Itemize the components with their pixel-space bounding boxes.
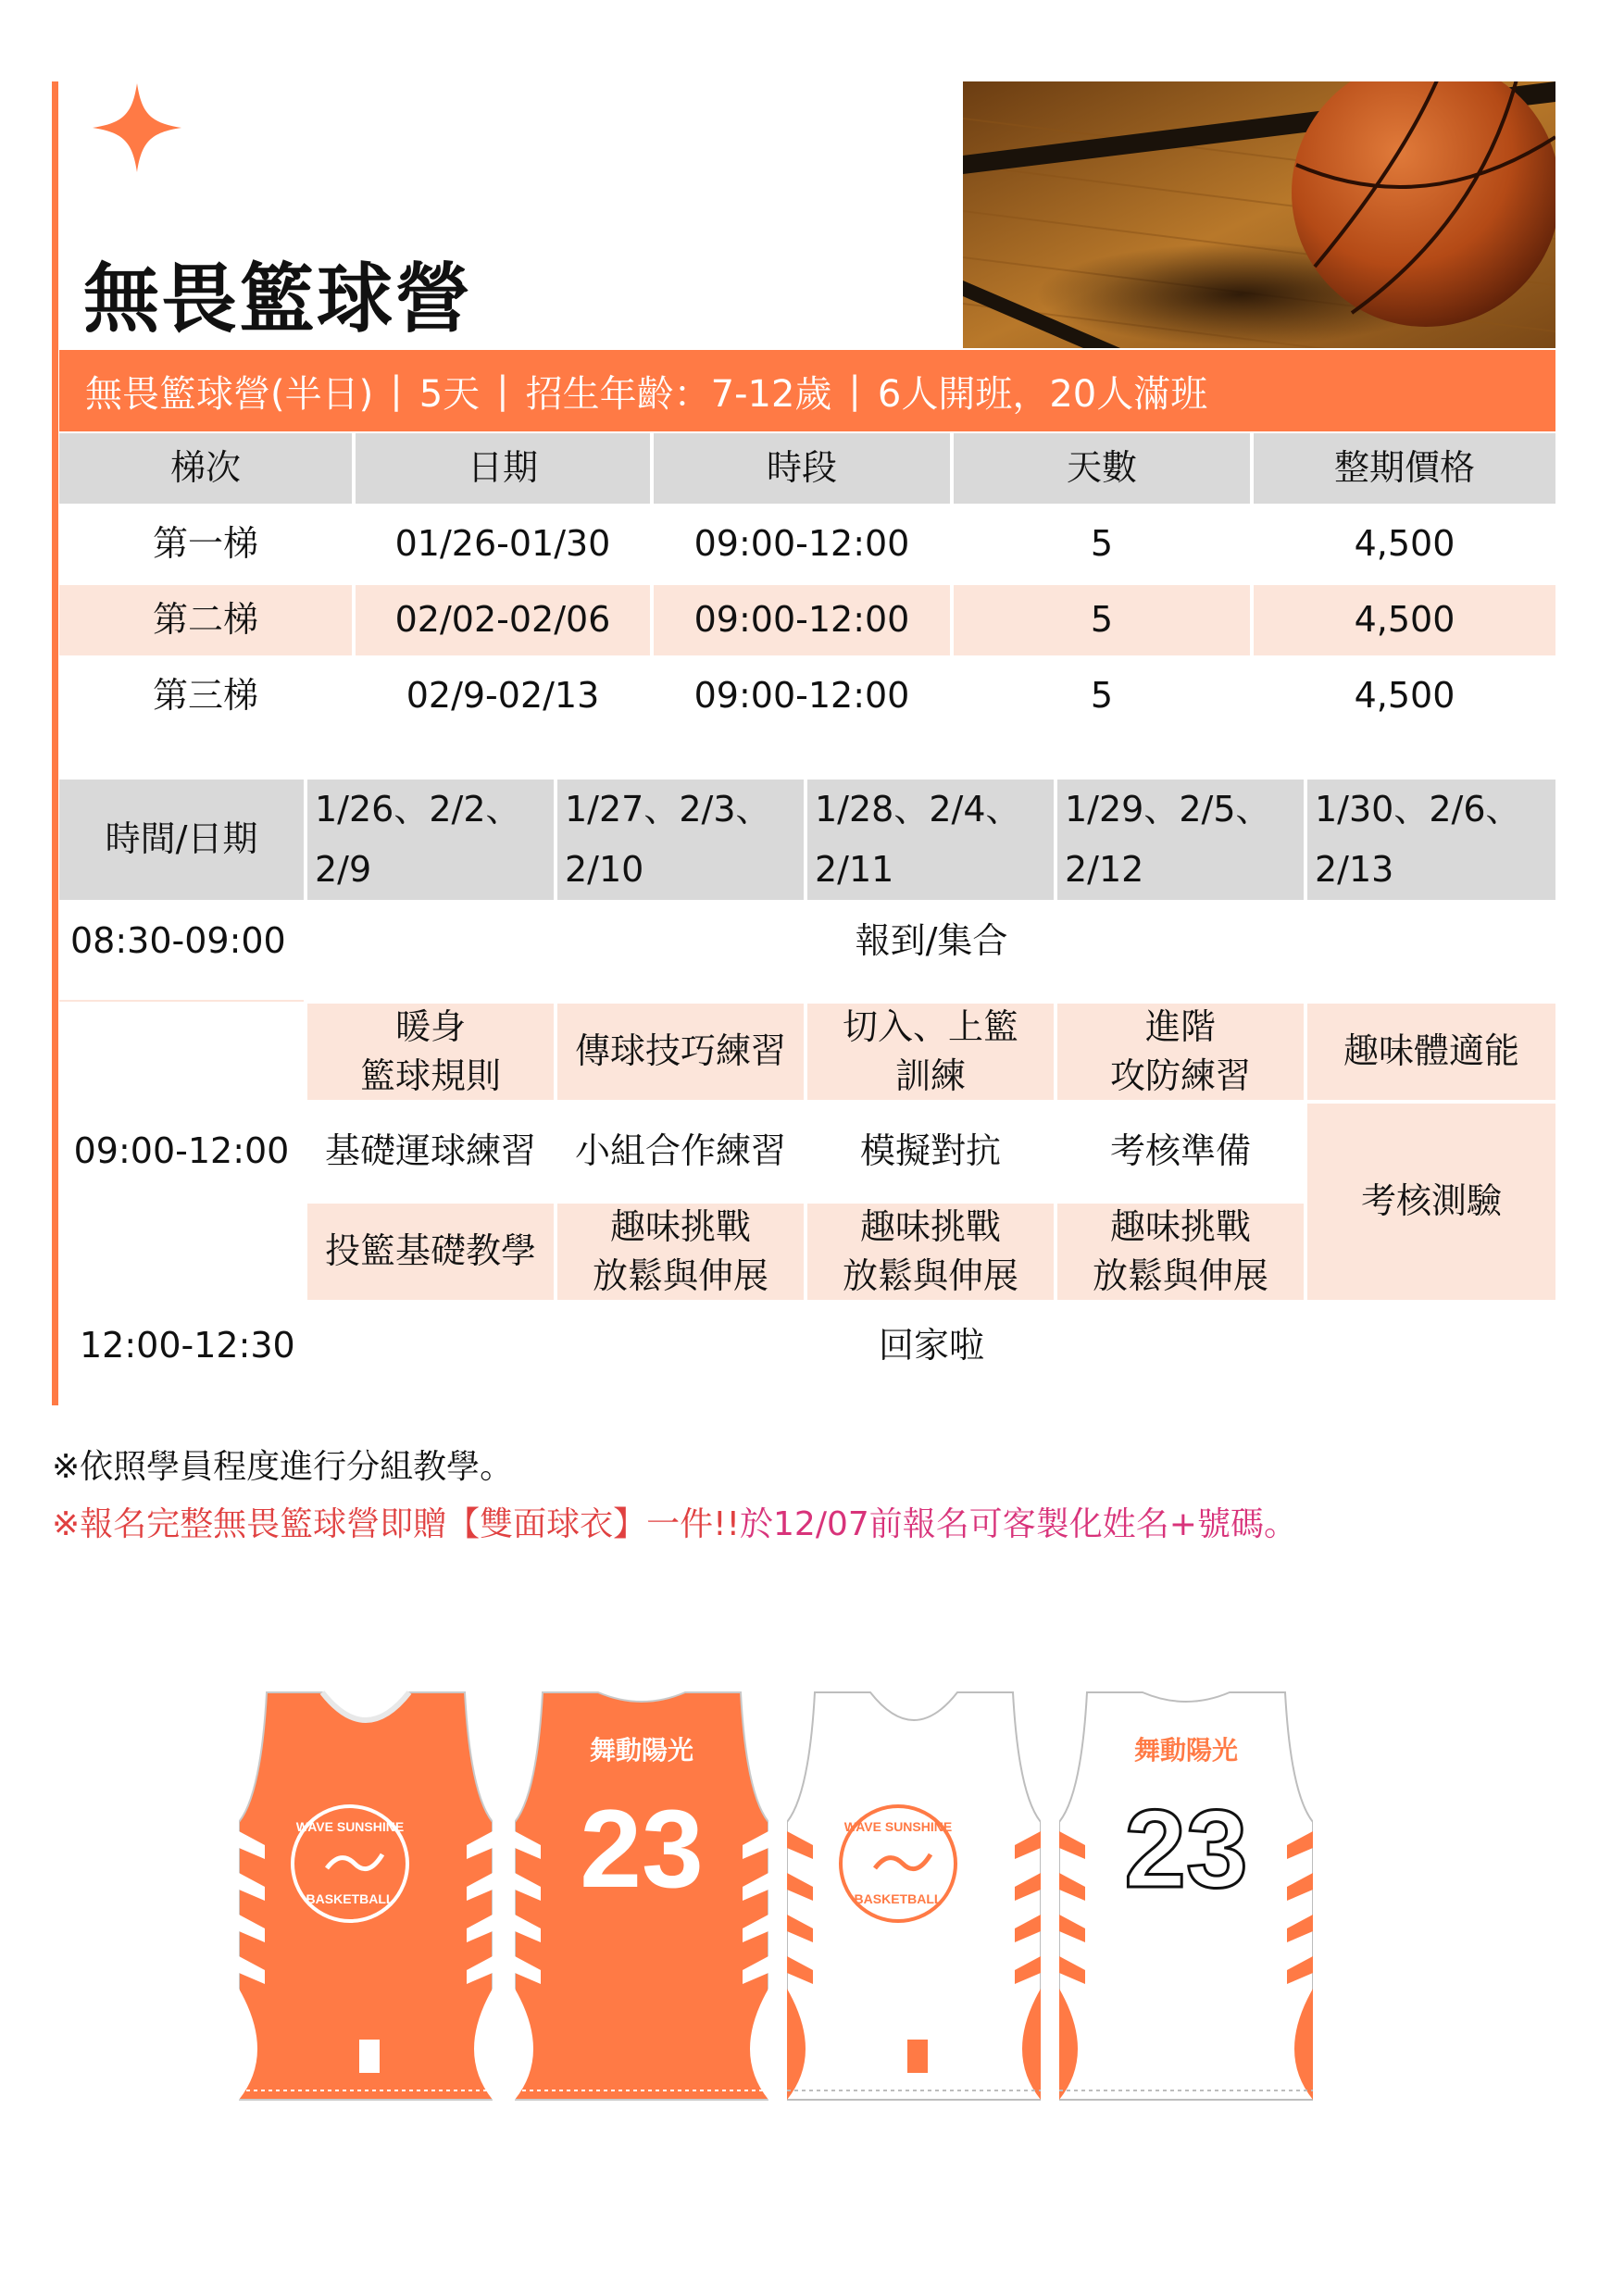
class-size: 6人開班，20人滿班 <box>877 372 1208 416</box>
banner-separator: | <box>496 369 509 412</box>
activity-cell: 考核測驗 <box>1307 1104 1555 1300</box>
activity-cell: 模擬對抗 <box>859 1130 1001 1172</box>
activity-line: 切入、上籃 <box>842 1005 1018 1047</box>
jersey-logo-bottom: BASKETBALL <box>306 1891 394 1906</box>
activity-cell <box>807 1004 1054 1100</box>
activity-line: 放鬆與伸展 <box>1092 1255 1268 1296</box>
activity-line: 趣味挑戰 <box>1109 1205 1251 1247</box>
checkin-activity: 報到/集合 <box>855 920 1008 962</box>
price-cell: 02/9-02/13 <box>406 675 600 717</box>
time-slot-label: 09:00-12:00 <box>73 1130 290 1172</box>
camp-age: 招生年齡：7-12歲 <box>525 372 832 416</box>
grouping-note: ※依照學員程度進行分組教學。 <box>52 1448 514 1486</box>
day-line: 2/11 <box>815 849 894 890</box>
banner-separator: | <box>848 369 861 412</box>
jersey-logo-bottom: BASKETBALL <box>854 1891 943 1906</box>
price-cell: 4,500 <box>1354 675 1455 717</box>
price-header-cell: 梯次 <box>59 433 352 504</box>
promo-deadline-text: 於12/07前報名可客製化姓名+號碼。 <box>740 1505 1297 1543</box>
activity-cell: 考核準備 <box>1109 1130 1251 1172</box>
go-home-activity: 回家啦 <box>878 1325 984 1366</box>
activity-cell <box>557 1204 804 1300</box>
left-accent-bar <box>52 81 58 1405</box>
price-cell: 09:00-12:00 <box>654 585 950 655</box>
jersey-number: 23 <box>1124 1787 1248 1911</box>
time-slot-label: 08:30-09:00 <box>70 920 286 962</box>
basketball-photo <box>963 81 1555 348</box>
activity-cell: 趣味體適能 <box>1307 1004 1555 1100</box>
day-line: 2/13 <box>1315 849 1394 890</box>
schedule-day-header <box>1057 780 1304 900</box>
day-line: 2/10 <box>565 849 644 890</box>
activity-line: 訓練 <box>894 1055 966 1096</box>
jersey-player-name: 舞動陽光 <box>589 1735 694 1766</box>
activity-line: 趣味挑戰 <box>609 1205 751 1247</box>
activity-line: 進階 <box>1144 1005 1216 1047</box>
activity-cell <box>807 1204 1054 1300</box>
price-header-cell: 日期 <box>356 433 650 504</box>
activity-line: 攻防練習 <box>1109 1055 1251 1096</box>
price-cell: 4,500 <box>1254 585 1555 655</box>
time-slot-label: 12:00-12:30 <box>80 1325 295 1366</box>
day-line: 1/27、2/3、 <box>565 789 771 830</box>
camp-name: 無畏籃球營(半日) <box>85 372 374 416</box>
day-line: 1/26、2/2、 <box>315 789 521 830</box>
jersey-promo-note <box>52 1498 1297 1545</box>
page-title: 無畏籃球營 <box>83 256 473 343</box>
activity-cell: 投籃基礎教學 <box>307 1204 554 1300</box>
jersey-orange-front <box>239 1683 493 2109</box>
activity-line: 放鬆與伸展 <box>842 1255 1018 1296</box>
schedule-day-header <box>807 780 1054 900</box>
price-cell: 09:00-12:00 <box>693 523 910 565</box>
day-line: 2/9 <box>315 849 372 890</box>
activity-line: 趣味挑戰 <box>859 1205 1001 1247</box>
camp-days: 5天 <box>418 372 481 416</box>
activity-cell <box>1057 1004 1304 1100</box>
price-header-cell: 時段 <box>654 433 950 504</box>
day-line: 2/12 <box>1065 849 1144 890</box>
row-divider <box>59 1000 304 1002</box>
jersey-logo-top: WAVE SUNSHINE <box>295 1819 405 1834</box>
day-line: 1/28、2/4、 <box>815 789 1021 830</box>
schedule-corner: 時間/日期 <box>59 780 304 900</box>
price-cell: 5 <box>1090 523 1114 565</box>
jersey-white-front <box>787 1683 1041 2109</box>
schedule-day-header <box>557 780 804 900</box>
diamond-sparkle-icon <box>91 81 183 174</box>
price-cell: 4,500 <box>1354 523 1455 565</box>
activity-cell: 小組合作練習 <box>574 1130 786 1172</box>
jersey-white-back <box>1059 1683 1313 2109</box>
price-header-cell: 天數 <box>954 433 1250 504</box>
price-cell: 09:00-12:00 <box>693 675 910 717</box>
activity-line: 籃球規則 <box>359 1055 501 1096</box>
activity-line: 暖身 <box>394 1005 466 1047</box>
promo-text: ※報名完整無畏籃球營即贈【雙面球衣】一件!! <box>52 1505 741 1543</box>
jersey-logo-top: WAVE SUNSHINE <box>843 1819 953 1834</box>
price-cell: 第一梯 <box>152 523 258 565</box>
activity-cell <box>1057 1204 1304 1300</box>
schedule-day-header <box>307 780 554 900</box>
price-cell: 第三梯 <box>152 675 258 717</box>
price-cell: 5 <box>1090 675 1114 717</box>
price-cell: 02/02-02/06 <box>356 585 650 655</box>
schedule-day-header <box>1307 780 1555 900</box>
price-cell: 5 <box>954 585 1250 655</box>
day-line: 1/30、2/6、 <box>1315 789 1521 830</box>
price-header-cell: 整期價格 <box>1254 433 1555 504</box>
price-cell: 01/26-01/30 <box>394 523 611 565</box>
day-line: 1/29、2/5、 <box>1065 789 1271 830</box>
activity-cell <box>307 1004 554 1100</box>
activity-cell: 傳球技巧練習 <box>557 1004 804 1100</box>
activity-line: 放鬆與伸展 <box>592 1255 768 1296</box>
jersey-player-name: 舞動陽光 <box>1133 1735 1239 1766</box>
jersey-orange-back <box>515 1683 768 2109</box>
camp-info-banner <box>59 350 1555 431</box>
price-cell: 第二梯 <box>59 585 352 655</box>
banner-separator: | <box>390 369 403 412</box>
jersey-number: 23 <box>580 1787 704 1911</box>
activity-cell: 基礎運球練習 <box>324 1130 536 1172</box>
